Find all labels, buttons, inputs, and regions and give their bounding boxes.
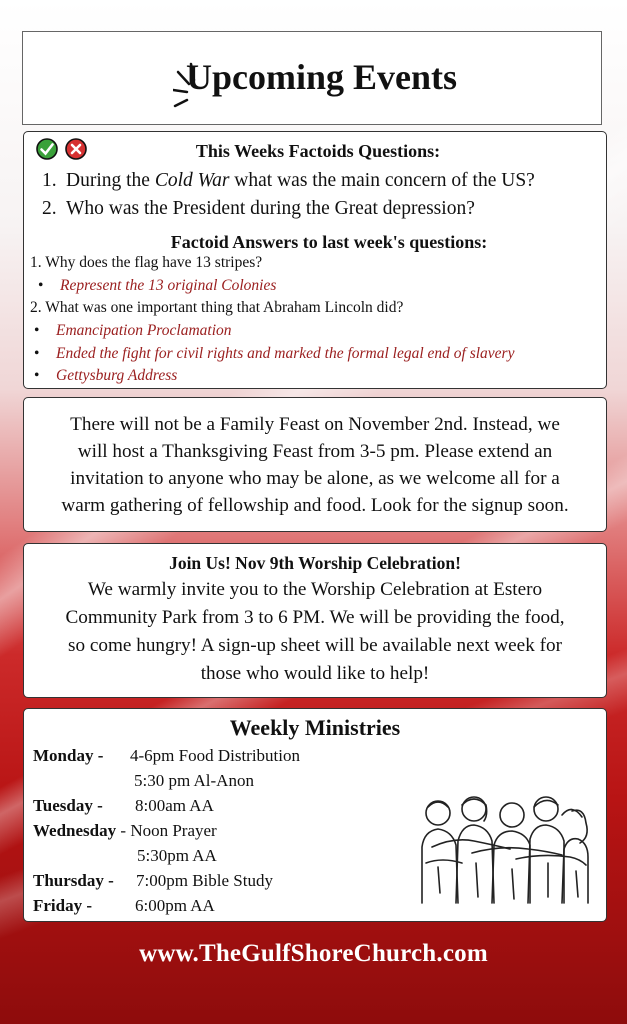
feast-line: There will not be a Family Feast on November 2nd. Instead, we	[70, 414, 560, 435]
answer-text: Ended the fight for civil rights and marked the formal legal end of slavery	[56, 345, 515, 362]
answers-heading: Factoid Answers to last week's questions:	[170, 232, 488, 252]
feast-line: will host a Thanksgiving Feast from 3-5 pm. Please extend an	[77, 441, 553, 462]
bullet: •	[38, 277, 44, 294]
answer-text: Gettysburg Address	[56, 367, 178, 384]
ministry-row	[33, 746, 301, 766]
ministry-day: Monday -	[33, 746, 104, 765]
worship-heading: Join Us! Nov 9th Worship Celebration!	[169, 553, 461, 573]
ministry-activity: 4-6pm Food Distribution	[130, 746, 301, 765]
answer-item	[30, 322, 232, 340]
feast-announcement	[34, 411, 596, 519]
question-item	[42, 167, 535, 195]
questions-list	[42, 167, 535, 223]
worship-line: We warmly invite you to the Worship Celebration at Estero	[87, 579, 543, 600]
factoids-panel	[23, 131, 607, 389]
church-website-link[interactable]: www.TheGulfShoreChurch.com	[139, 940, 488, 967]
ministry-day: Thursday -	[33, 871, 114, 890]
ministry-row	[33, 896, 215, 916]
ministry-activity: 8:00am AA	[135, 796, 214, 815]
bullet: •	[34, 322, 40, 339]
people-hugging-icon	[412, 793, 592, 909]
question-item	[42, 195, 535, 223]
ministry-activity: Noon Prayer	[130, 821, 217, 840]
ministry-day: Tuesday -	[33, 796, 103, 815]
ministry-row	[33, 821, 217, 841]
bullet: •	[34, 345, 40, 362]
answer-item	[30, 367, 177, 385]
weekly-ministries-panel	[23, 708, 607, 922]
ministry-activity: 5:30pm AA	[137, 846, 217, 865]
worship-celebration-panel	[23, 543, 607, 698]
answer-item	[30, 345, 514, 363]
question-emphasis: Cold War	[154, 170, 230, 191]
ministry-activity: 6:00pm AA	[135, 896, 215, 915]
thanksgiving-feast-panel	[23, 397, 607, 532]
answer-text: Emancipation Proclamation	[56, 322, 232, 339]
worship-line: so come hungry! A sign-up sheet will be available next week for	[68, 635, 562, 656]
question-text: During the	[66, 170, 155, 191]
ministry-row	[33, 871, 273, 891]
answer-question: 2. What was one important thing that Abraham Lincoln did?	[30, 299, 404, 316]
worship-line: those who would like to help!	[200, 663, 430, 684]
ministries-heading: Weekly Ministries	[229, 715, 401, 740]
ministry-day: Friday -	[33, 896, 93, 915]
title-banner	[22, 31, 602, 125]
ministry-activity: 5:30 pm Al-Anon	[134, 771, 254, 790]
question-text: what was the main concern of the US?	[229, 170, 535, 191]
bullet: •	[34, 367, 40, 384]
answer-item	[30, 277, 276, 295]
question-number: 1.	[42, 170, 57, 191]
worship-announcement	[38, 576, 592, 688]
answer-text: Represent the 13 original Colonies	[60, 277, 277, 294]
answer-question: 1. Why does the flag have 13 stripes?	[30, 254, 263, 271]
worship-line: Community Park from 3 to 6 PM. We will be providing the food,	[65, 607, 565, 628]
ministry-separator: -	[116, 821, 131, 840]
question-text: Who was the President during the Great depression?	[66, 198, 475, 219]
feast-line: warm gathering of fellowship and food. Look for the signup soon.	[61, 495, 569, 516]
ministry-activity: 7:00pm Bible Study	[136, 871, 273, 890]
ministry-day: Wednesday	[33, 821, 117, 840]
page-title: Upcoming Events	[186, 57, 458, 97]
feast-line: invitation to anyone who may be alone, as we welcome all for a	[70, 468, 560, 489]
ministry-row	[33, 796, 214, 816]
question-number: 2.	[42, 198, 57, 219]
questions-heading: This Weeks Factoids Questions:	[195, 141, 441, 161]
